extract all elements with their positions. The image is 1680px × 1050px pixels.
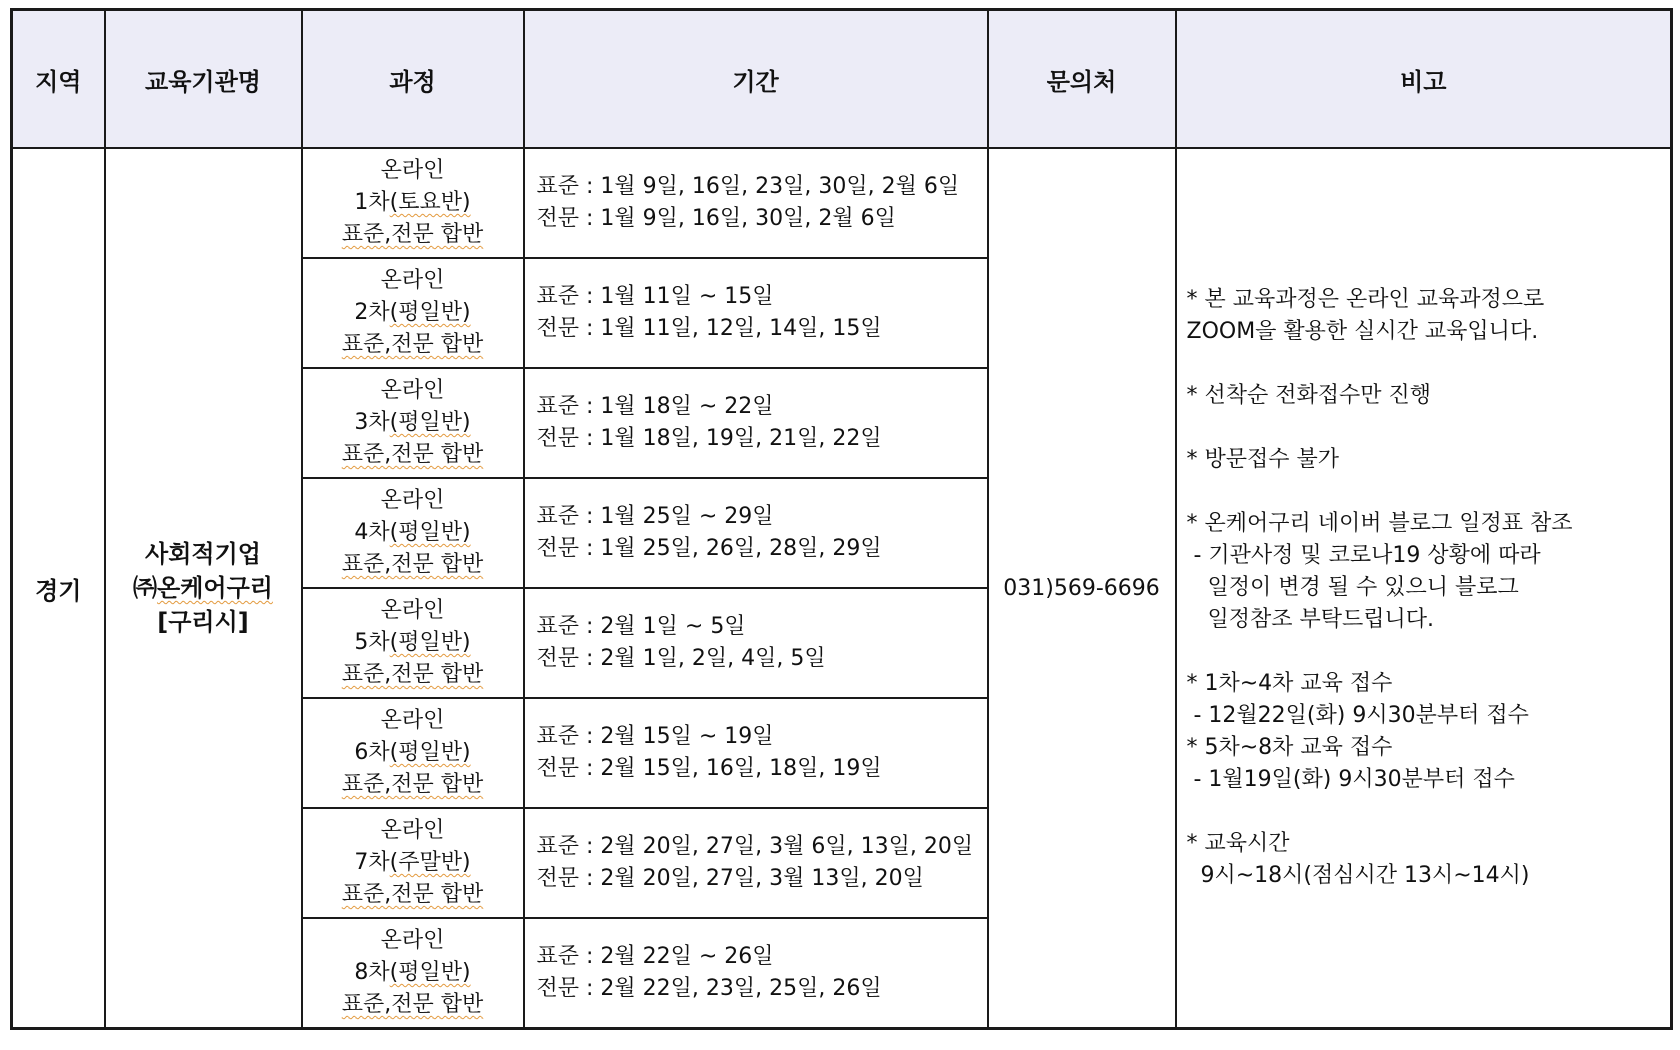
course-class: 표준,전문 합반 <box>341 442 484 467</box>
period-cell <box>524 258 988 368</box>
course-cell <box>302 148 524 258</box>
note-line: * 교육시간 <box>1186 831 1290 856</box>
course-class: 표준,전문 합반 <box>341 552 484 577</box>
header-row <box>12 10 1672 149</box>
note-line: * 본 교육과정은 온라인 교육과정으로 <box>1186 287 1545 312</box>
period-expert: 전문 : 1월 18일, 19일, 21일, 22일 <box>536 426 882 451</box>
course-mode: 온라인 <box>380 158 445 183</box>
contact-cell: 031)569-6696 <box>988 148 1176 1029</box>
org-line1: 사회적기업 <box>145 540 261 568</box>
period-cell <box>524 368 988 478</box>
course-round: 2차(평일반) <box>354 300 471 325</box>
period-cell <box>524 808 988 918</box>
note-line <box>1187 412 1671 444</box>
header-org: 교육기관명 <box>105 10 302 149</box>
period-expert: 전문 : 1월 9일, 16일, 30일, 2월 6일 <box>536 206 896 231</box>
period-standard: 표준 : 1월 25일 ~ 29일 <box>536 504 774 529</box>
course-mode: 온라인 <box>380 378 445 403</box>
course-cell <box>302 478 524 588</box>
note-line <box>1187 796 1671 828</box>
period-cell <box>524 918 988 1029</box>
course-class: 표준,전문 합반 <box>341 772 484 797</box>
period-expert: 전문 : 2월 22일, 23일, 25일, 26일 <box>536 976 882 1001</box>
period-standard: 표준 : 2월 15일 ~ 19일 <box>536 724 774 749</box>
course-class: 표준,전문 합반 <box>341 222 484 247</box>
course-round: 3차(평일반) <box>354 410 471 435</box>
org-line2 <box>106 571 301 605</box>
course-cell <box>302 258 524 368</box>
period-standard: 표준 : 1월 9일, 16일, 23일, 30일, 2월 6일 <box>536 174 960 199</box>
course-mode: 온라인 <box>380 488 445 513</box>
course-round: 8차(평일반) <box>354 960 471 985</box>
course-round: 6차(평일반) <box>354 740 471 765</box>
note-line: 9시~18시(점심시간 13시~14시) <box>1186 863 1530 888</box>
course-class: 표준,전문 합반 <box>341 662 484 687</box>
period-standard: 표준 : 1월 11일 ~ 15일 <box>536 284 774 309</box>
course-cell <box>302 588 524 698</box>
course-cell <box>302 368 524 478</box>
note-line <box>1187 348 1671 380</box>
corporate-mark: ㈜ <box>133 574 158 602</box>
header-course: 과정 <box>302 10 524 149</box>
header-period: 기간 <box>524 10 988 149</box>
note-line: ZOOM을 활용한 실시간 교육입니다. <box>1186 319 1539 344</box>
header-note: 비고 <box>1176 10 1672 149</box>
note-line: 일정이 변경 될 수 있으니 블로그 <box>1186 575 1519 600</box>
period-expert: 전문 : 1월 25일, 26일, 28일, 29일 <box>536 536 882 561</box>
course-mode: 온라인 <box>380 928 445 953</box>
period-standard: 표준 : 1월 18일 ~ 22일 <box>536 394 774 419</box>
note-line: - 기관사정 및 코로나19 상황에 따라 <box>1186 543 1541 568</box>
note-list <box>1187 284 1671 892</box>
header-region: 지역 <box>12 10 105 149</box>
course-cell <box>302 808 524 918</box>
period-cell <box>524 588 988 698</box>
note-line: * 방문접수 불가 <box>1186 447 1339 472</box>
note-line: * 5차~8차 교육 접수 <box>1186 735 1393 760</box>
course-class: 표준,전문 합반 <box>341 332 484 357</box>
period-expert: 전문 : 1월 11일, 12일, 14일, 15일 <box>536 316 882 341</box>
org-cell <box>105 148 302 1029</box>
period-standard: 표준 : 2월 1일 ~ 5일 <box>536 614 746 639</box>
region-cell: 경기 <box>12 148 105 1029</box>
period-standard: 표준 : 2월 20일, 27일, 3월 6일, 13일, 20일 <box>536 834 974 859</box>
org-name: 온케어구리 <box>157 574 273 602</box>
period-expert: 전문 : 2월 15일, 16일, 18일, 19일 <box>536 756 882 781</box>
course-mode: 온라인 <box>380 818 445 843</box>
course-mode: 온라인 <box>380 708 445 733</box>
period-cell <box>524 478 988 588</box>
course-cell <box>302 698 524 808</box>
period-expert: 전문 : 2월 1일, 2일, 4일, 5일 <box>536 646 826 671</box>
course-round: 4차(평일반) <box>354 520 471 545</box>
course-round: 5차(평일반) <box>354 630 471 655</box>
note-line <box>1187 636 1671 668</box>
course-round: 7차(주말반) <box>354 850 471 875</box>
course-class: 표준,전문 합반 <box>341 992 484 1017</box>
course-mode: 온라인 <box>380 598 445 623</box>
schedule-sheet <box>10 8 1673 1030</box>
course-mode: 온라인 <box>380 268 445 293</box>
note-line: * 온케어구리 네이버 블로그 일정표 참조 <box>1186 511 1573 536</box>
note-line: * 1차~4차 교육 접수 <box>1186 671 1393 696</box>
course-round: 1차(토요반) <box>354 190 471 215</box>
note-line: - 12월22일(화) 9시30분부터 접수 <box>1186 703 1529 728</box>
period-expert: 전문 : 2월 20일, 27일, 3월 13일, 20일 <box>536 866 924 891</box>
note-line: - 1월19일(화) 9시30분부터 접수 <box>1186 767 1515 792</box>
org-line3: [구리시] <box>157 608 249 636</box>
period-cell <box>524 148 988 258</box>
table-row <box>12 148 1672 258</box>
header-contact: 문의처 <box>988 10 1176 149</box>
note-line: 일정참조 부탁드립니다. <box>1186 607 1434 632</box>
schedule-table <box>10 8 1673 1030</box>
course-cell <box>302 918 524 1029</box>
course-class: 표준,전문 합반 <box>341 882 484 907</box>
period-cell <box>524 698 988 808</box>
note-line <box>1187 476 1671 508</box>
note-cell <box>1176 148 1672 1029</box>
period-standard: 표준 : 2월 22일 ~ 26일 <box>536 944 774 969</box>
note-line: * 선착순 전화접수만 진행 <box>1186 383 1432 408</box>
